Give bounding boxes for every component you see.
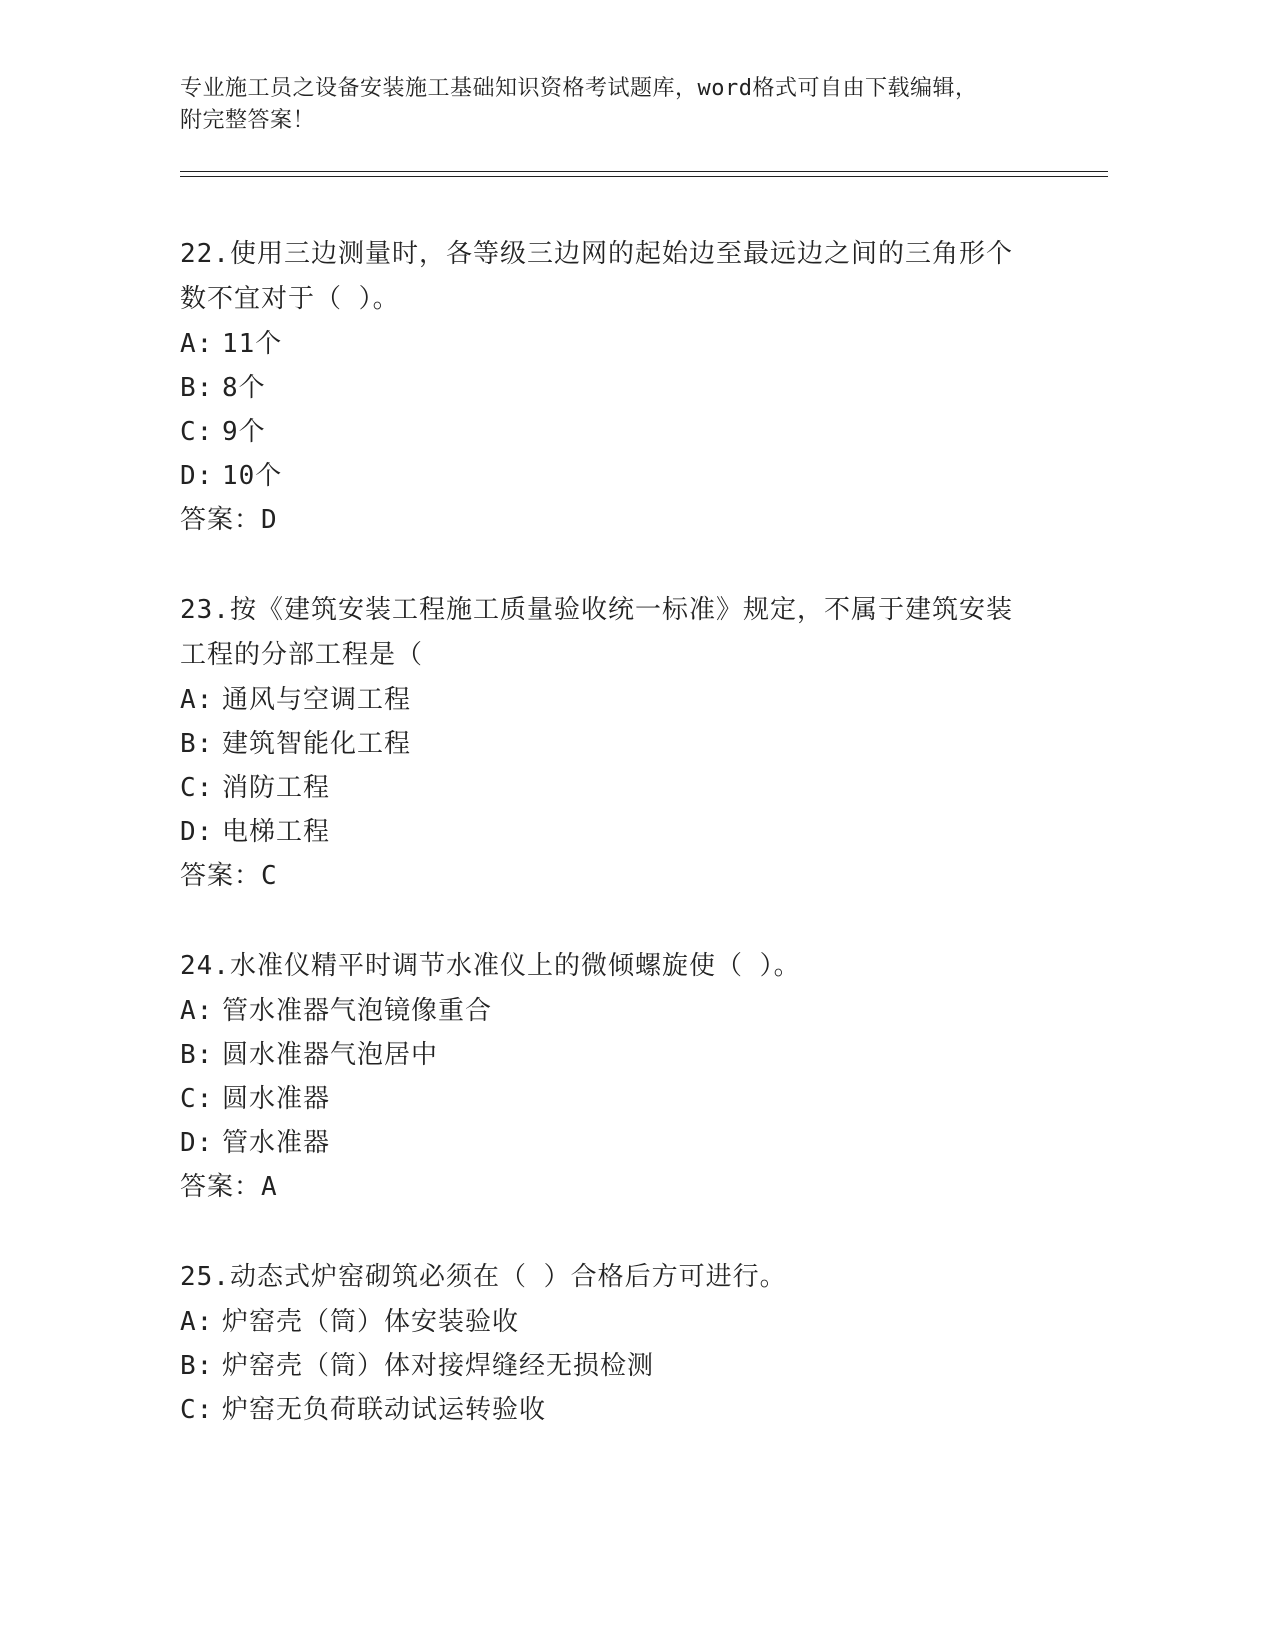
option-text: 8个 [222, 373, 266, 403]
option-c [180, 766, 1080, 810]
document-header [180, 73, 1060, 137]
option-key: C: [180, 417, 214, 447]
header-divider-top [180, 171, 1108, 172]
answer-line: 答案：A [180, 1172, 278, 1202]
option-text: 圆水准器气泡居中 [222, 1040, 439, 1070]
option-key: A: [180, 996, 214, 1026]
option-key: D: [180, 461, 214, 491]
option-d [180, 810, 1080, 854]
question-stem-line: 22.使用三边测量时，各等级三边网的起始边至最远边之间的三角形个 [180, 239, 1013, 269]
option-key: A: [180, 329, 214, 359]
question-22 [180, 232, 1080, 542]
header-line-2: 附完整答案！ [180, 108, 316, 133]
option-key: B: [180, 1040, 214, 1070]
option-key: A: [180, 685, 214, 715]
option-text: 管水准器气泡镜像重合 [222, 996, 493, 1026]
option-text: 建筑智能化工程 [222, 729, 412, 759]
question-25 [180, 1255, 1080, 1432]
option-c [180, 410, 1080, 454]
option-key: D: [180, 817, 214, 847]
option-a [180, 678, 1080, 722]
question-stem-line: 数不宜对于（ ）。 [180, 284, 400, 314]
option-text: 消防工程 [222, 773, 331, 803]
option-c [180, 1388, 1080, 1432]
option-text: 11个 [222, 329, 283, 359]
option-text: 炉窑无负荷联动试运转验收 [222, 1395, 547, 1425]
question-list [180, 232, 1080, 1478]
question-stem-line: 25.动态式炉窑砌筑必须在（ ）合格后方可进行。 [180, 1262, 787, 1292]
option-c [180, 1077, 1080, 1121]
option-key: B: [180, 729, 214, 759]
option-b [180, 366, 1080, 410]
option-key: C: [180, 773, 214, 803]
question-24 [180, 944, 1080, 1209]
header-line-1: 专业施工员之设备安装施工基础知识资格考试题库，word格式可自由下载编辑， [180, 76, 978, 101]
option-a [180, 989, 1080, 1033]
option-text: 电梯工程 [222, 817, 331, 847]
header-divider-bottom [180, 176, 1108, 177]
option-text: 管水准器 [222, 1128, 331, 1158]
option-key: B: [180, 373, 214, 403]
option-b [180, 1033, 1080, 1077]
question-stem-line: 24.水准仪精平时调节水准仪上的微倾螺旋使（ ）。 [180, 951, 801, 981]
option-key: C: [180, 1395, 214, 1425]
option-text: 圆水准器 [222, 1084, 331, 1114]
option-key: B: [180, 1351, 214, 1381]
question-stem-line: 23.按《建筑安装工程施工质量验收统一标准》规定，不属于建筑安装 [180, 595, 1013, 625]
option-b [180, 1344, 1080, 1388]
question-stem-line: 工程的分部工程是（ [180, 640, 424, 670]
option-a [180, 1300, 1080, 1344]
question-23 [180, 588, 1080, 898]
option-b [180, 722, 1080, 766]
option-key: D: [180, 1128, 214, 1158]
option-text: 炉窑壳（筒）体对接焊缝经无损检测 [222, 1351, 655, 1381]
answer-line: 答案：D [180, 505, 278, 535]
option-text: 9个 [222, 417, 266, 447]
option-text: 10个 [222, 461, 283, 491]
option-d [180, 454, 1080, 498]
answer-line: 答案：C [180, 861, 278, 891]
option-text: 通风与空调工程 [222, 685, 412, 715]
option-d [180, 1121, 1080, 1165]
option-text: 炉窑壳（筒）体安装验收 [222, 1307, 520, 1337]
option-a [180, 322, 1080, 366]
option-key: A: [180, 1307, 214, 1337]
option-key: C: [180, 1084, 214, 1114]
